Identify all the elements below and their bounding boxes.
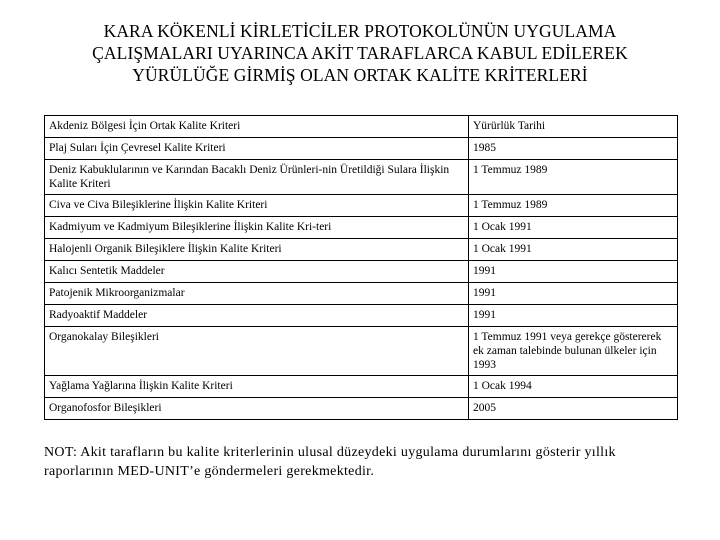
criterion-cell: Kadmiyum ve Kadmiyum Bileşiklerine İlişkin Kalite Kri-teri [45,217,469,239]
criterion-cell: Radyoaktif Maddeler [45,305,469,327]
title-line-2: ÇALIŞMALARI UYARINCA AKİT TARAFLARCA KABUL EDİLEREK [92,43,628,63]
date-cell: 1991 [469,283,678,305]
table-row [45,398,678,420]
criterion-cell: Patojenik Mikroorganizmalar [45,283,469,305]
date-cell: 1 Temmuz 1989 [469,160,678,195]
criterion-cell: Organokalay Bileşikleri [45,327,469,376]
title-line-3: YÜRÜLÜĞE GİRMİŞ OLAN ORTAK KALİTE KRİTERLERİ [132,65,588,85]
date-cell: 1 Ocak 1991 [469,239,678,261]
table-row [45,195,678,217]
table-header-row [45,116,678,138]
table-row [45,283,678,305]
table-row [45,160,678,195]
page-title [40,20,680,86]
date-cell: 1 Ocak 1994 [469,376,678,398]
footnote: NOT: Akit tarafların bu kalite kriterlerinin ulusal düzeydeki uygulama durumlarını gösterir yıllık raporlarının MED-UNIT’e göndermeleri gerekmektedir. [44,445,616,479]
table-row [45,327,678,376]
table-row [45,217,678,239]
date-cell: 1991 [469,261,678,283]
criterion-cell: Yağlama Yağlarına İlişkin Kalite Kriteri [45,376,469,398]
header-date: Yürürlük Tarihi [469,116,678,138]
criterion-cell: Civa ve Civa Bileşiklerine İlişkin Kalite Kriteri [45,195,469,217]
table-row [45,376,678,398]
criterion-cell: Plaj Suları İçin Çevresel Kalite Kriteri [45,138,469,160]
date-cell: 1 Temmuz 1989 [469,195,678,217]
date-cell: 2005 [469,398,678,420]
date-cell: 1991 [469,305,678,327]
title-line-1: KARA KÖKENLİ KİRLETİCİLER PROTOKOLÜNÜN UYGULAMA [103,21,617,41]
criterion-cell: Halojenli Organik Bileşiklere İlişkin Kalite Kriteri [45,239,469,261]
date-cell: 1 Ocak 1991 [469,217,678,239]
date-cell: 1985 [469,138,678,160]
table-row [45,239,678,261]
criteria-table [44,115,678,420]
criterion-cell: Kalıcı Sentetik Maddeler [45,261,469,283]
header-criterion: Akdeniz Bölgesi İçin Ortak Kalite Kriteri [45,116,469,138]
criterion-cell: Organofosfor Bileşikleri [45,398,469,420]
date-cell: 1 Temmuz 1991 veya gerekçe göstererek ek zaman talebinde bulunan ülkeler için 1993 [469,327,678,376]
table-row [45,261,678,283]
table-row [45,138,678,160]
criterion-cell: Deniz Kabuklularının ve Karından Bacaklı Deniz Ürünleri-nin Üretildiği Sulara İlişkin Kalite Kriteri [45,160,469,195]
table-row [45,305,678,327]
